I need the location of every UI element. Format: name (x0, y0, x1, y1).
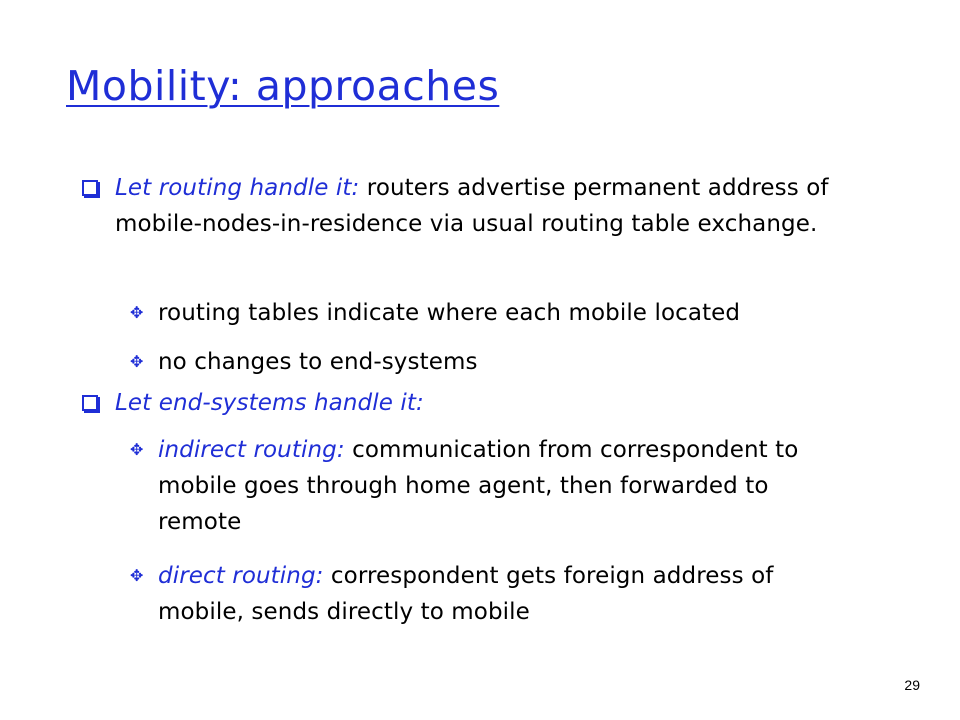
bullet-text: routers advertise permanent address of mobile-nodes-in-residence via usual routing table exchange. (115, 175, 829, 237)
subbullet-lead: direct routing: (158, 563, 324, 589)
bullet-lead: Let end-systems handle it: (115, 390, 424, 416)
bullet-lead: Let routing handle it: (115, 175, 360, 201)
page-number: 29 (904, 677, 920, 693)
square-bullet-icon (82, 395, 98, 411)
square-bullet-icon (82, 180, 98, 196)
subbullet-indirect-routing (130, 432, 848, 540)
subbullet-lead: indirect routing: (158, 437, 345, 463)
subbullet-text: routing tables indicate where each mobile located (158, 300, 741, 326)
star-bullet-icon: ✥ (130, 303, 144, 322)
star-bullet-icon: ✥ (130, 440, 144, 459)
subbullet-no-changes (130, 344, 918, 380)
subbullet-text: communication from correspondent to mobile goes through home agent, then forwarded to remote (158, 437, 799, 535)
subbullet-routing-tables (130, 295, 918, 331)
subbullet-direct-routing (130, 558, 858, 630)
subbullet-text: no changes to end-systems (158, 349, 478, 375)
slide-title: Mobility: approaches (66, 62, 500, 110)
bullet-end-systems (115, 385, 905, 421)
star-bullet-icon: ✥ (130, 566, 144, 585)
bullet-routing (115, 170, 905, 242)
subbullet-text: correspondent gets foreign address of mobile, sends directly to mobile (158, 563, 774, 625)
star-bullet-icon: ✥ (130, 352, 144, 371)
